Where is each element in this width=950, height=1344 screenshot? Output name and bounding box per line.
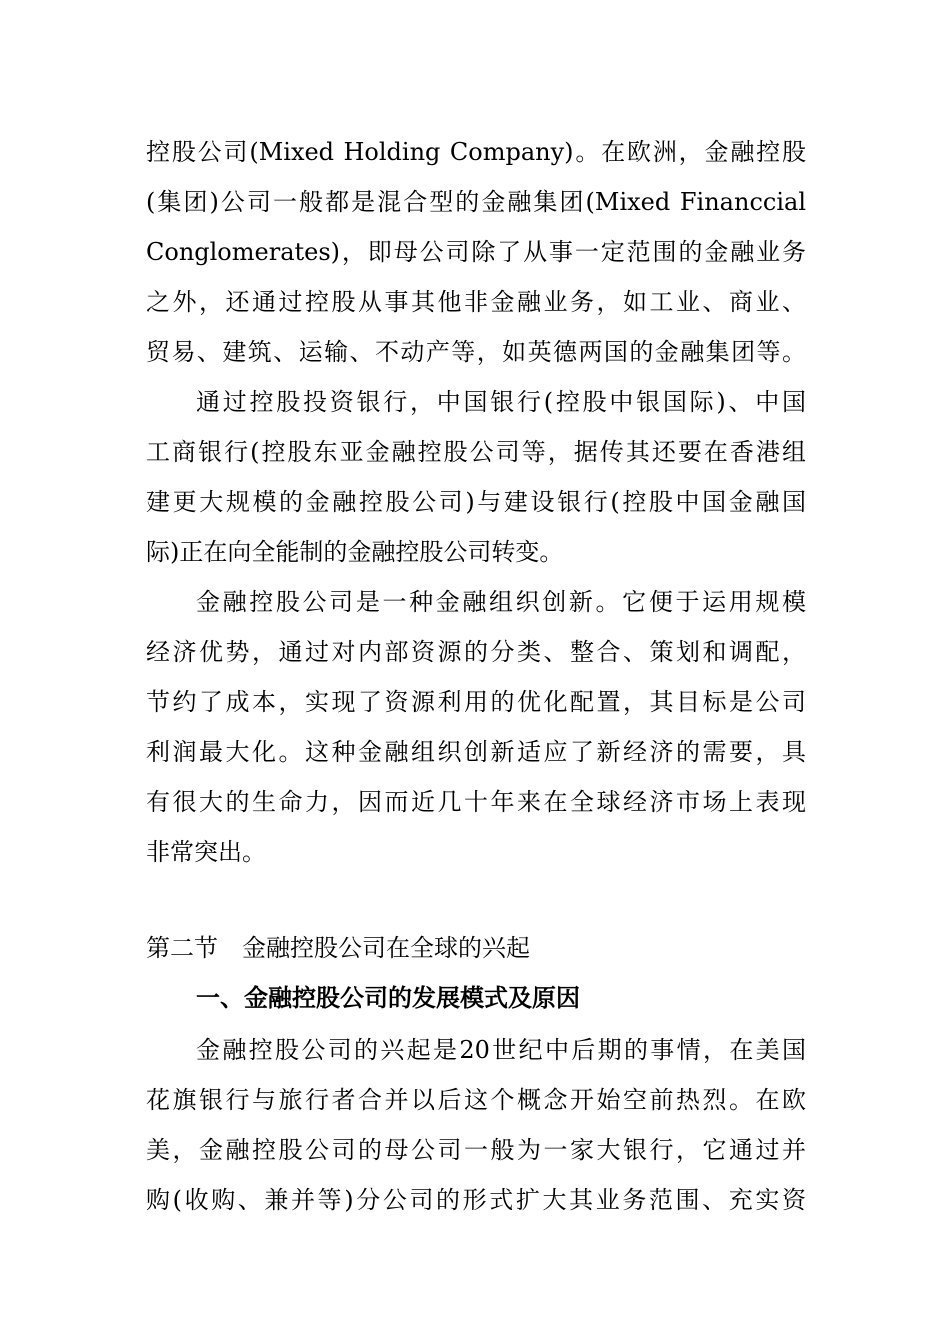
text-line: 之外，还通过控股从事其他非金融业务，如工业、商业、 xyxy=(146,288,806,316)
paragraph-first-line: 金融控股公司是一种金融组织创新。它便于运用规模 xyxy=(196,588,806,616)
paragraph-first-line: 通过控股投资银行，中国银行(控股中银国际)、中国 xyxy=(196,388,806,416)
text-line: 节约了成本，实现了资源利用的优化配置，其目标是公司 xyxy=(146,688,806,716)
text-line: 际)正在向全能制的金融控股公司转变。 xyxy=(146,538,564,566)
subsection-heading: 一、金融控股公司的发展模式及原因 xyxy=(196,984,580,1012)
text-line: 购(收购、兼并等)分公司的形式扩大其业务范围、充实资 xyxy=(146,1186,806,1214)
text-line: 花旗银行与旅行者合并以后这个概念开始空前热烈。在欧 xyxy=(146,1086,806,1114)
text-line: 控股公司(Mixed Holding Company)。在欧洲，金融控股 xyxy=(146,138,806,166)
text-line: 工商银行(控股东亚金融控股公司等，据传其还要在香港组 xyxy=(146,438,806,466)
text-line: (集团)公司一般都是混合型的金融集团(Mixed Financcial xyxy=(146,188,806,216)
text-line: 贸易、建筑、运输、不动产等，如英德两国的金融集团等。 xyxy=(146,338,806,366)
text-line: 利润最大化。这种金融组织创新适应了新经济的需要，具 xyxy=(146,738,806,766)
text-line: Conglomerates)，即母公司除了从事一定范围的金融业务 xyxy=(146,238,806,266)
text-line: 有很大的生命力，因而近几十年来在全球经济市场上表现 xyxy=(146,788,806,816)
text-line: 建更大规模的金融控股公司)与建设银行(控股中国金融国 xyxy=(146,488,806,516)
text-line: 美，金融控股公司的母公司一般为一家大银行，它通过并 xyxy=(146,1136,806,1164)
paragraph-first-line: 金融控股公司的兴起是20世纪中后期的事情，在美国 xyxy=(196,1036,806,1064)
section-heading: 第二节 金融控股公司在全球的兴起 xyxy=(146,934,530,962)
text-line: 经济优势，通过对内部资源的分类、整合、策划和调配， xyxy=(146,638,806,666)
text-line: 非常突出。 xyxy=(146,838,266,866)
